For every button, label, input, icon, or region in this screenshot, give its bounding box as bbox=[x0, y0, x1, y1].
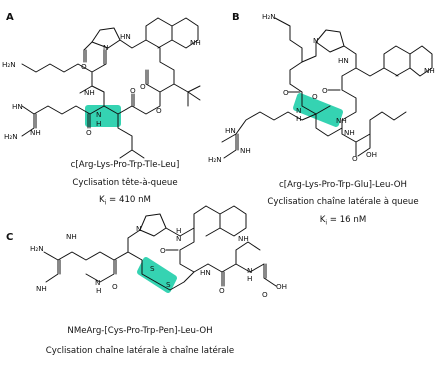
ki-subscript: i bbox=[104, 199, 107, 207]
atom-label: H₂N bbox=[208, 155, 222, 164]
atom-label: H₂N bbox=[30, 244, 44, 253]
ki-value: = 410 nM bbox=[106, 195, 151, 205]
atom-label: N bbox=[95, 278, 101, 287]
atom-label: N bbox=[103, 43, 109, 52]
highlight-marks bbox=[88, 96, 340, 290]
atom-label: NH bbox=[66, 232, 77, 241]
panel-b-ki bbox=[248, 215, 438, 227]
ki-symbol: K bbox=[99, 195, 105, 205]
structure-a-bonds bbox=[22, 18, 200, 158]
atom-label: NH bbox=[36, 284, 47, 293]
atom-label: NH bbox=[238, 234, 249, 243]
atom-label: HN bbox=[120, 32, 131, 41]
atom-label: HN bbox=[225, 126, 236, 135]
panel-c-cyclisation: Cyclisation chaîne latérale à chaîne latérale bbox=[45, 346, 235, 356]
atom-label: H₂N bbox=[262, 12, 276, 21]
atom-label: HN bbox=[200, 268, 211, 277]
atom-label: NH bbox=[336, 116, 347, 125]
atom-label: H bbox=[96, 119, 102, 128]
panel-c-name: NMeArg-[Cys-Pro-Trp-Pen]-Leu-OH bbox=[67, 326, 213, 336]
atom-label: O bbox=[81, 62, 87, 71]
atom-label: H bbox=[176, 226, 182, 235]
atom-label: O bbox=[283, 88, 289, 97]
atom-label: OH bbox=[276, 282, 288, 291]
atom-label: NH bbox=[344, 128, 355, 137]
atom-label: HN bbox=[12, 102, 23, 111]
atom-label: H bbox=[247, 274, 253, 283]
atom-label: NH bbox=[424, 66, 435, 75]
atom-label: O bbox=[352, 154, 358, 163]
atom-label: O bbox=[86, 128, 92, 137]
atom-label: O bbox=[262, 290, 268, 299]
atom-label: N bbox=[136, 224, 142, 233]
panel-a-name: c[Arg-Lys-Pro-Trp-Tle-Leu] bbox=[70, 160, 180, 170]
panel-a-cyclisation: Cyclisation tête-à-queue bbox=[72, 178, 178, 188]
atom-label: O bbox=[219, 286, 225, 295]
atom-label: O bbox=[112, 282, 118, 291]
atom-label: HN bbox=[338, 56, 349, 65]
panel-b-label: B bbox=[232, 12, 240, 23]
panel-a-label: A bbox=[6, 12, 14, 23]
atom-label: O bbox=[130, 86, 136, 95]
atom-label: O bbox=[160, 246, 166, 255]
highlight-amide-a bbox=[88, 108, 118, 124]
atom-label: O bbox=[322, 86, 328, 95]
atom-label: O bbox=[156, 106, 162, 115]
panel-b-cyclisation: Cyclisation chaîne latérale à queue bbox=[267, 197, 419, 207]
panel-c-label: C bbox=[6, 232, 14, 243]
atom-label: H₂N bbox=[4, 132, 18, 141]
atom-label: NH bbox=[190, 38, 201, 47]
atom-label: N bbox=[296, 106, 302, 115]
ki-value: = 16 nM bbox=[327, 215, 367, 225]
atom-label: N bbox=[176, 234, 182, 243]
atom-label: N bbox=[313, 36, 319, 45]
atom-label: NH bbox=[84, 88, 95, 97]
atom-label: S bbox=[166, 280, 171, 289]
atom-label: S bbox=[150, 264, 155, 273]
atom-label: O bbox=[312, 92, 318, 101]
ki-subscript: i bbox=[325, 219, 328, 227]
panel-a-ki bbox=[40, 195, 210, 207]
atom-label: H bbox=[296, 114, 302, 123]
atom-label: OH bbox=[366, 150, 378, 159]
panel-b-name: c[Arg-Lys-Pro-Trp-Glu]-Leu-OH bbox=[279, 180, 407, 190]
atom-label: NH bbox=[30, 128, 41, 137]
atom-label: N bbox=[96, 110, 102, 119]
atom-label: O bbox=[140, 82, 146, 91]
atom-label: N bbox=[247, 266, 253, 275]
ki-symbol: K bbox=[319, 215, 326, 225]
atom-label: H₂N bbox=[2, 60, 16, 69]
atom-label: H bbox=[96, 286, 102, 295]
atom-label: NH bbox=[240, 146, 251, 155]
